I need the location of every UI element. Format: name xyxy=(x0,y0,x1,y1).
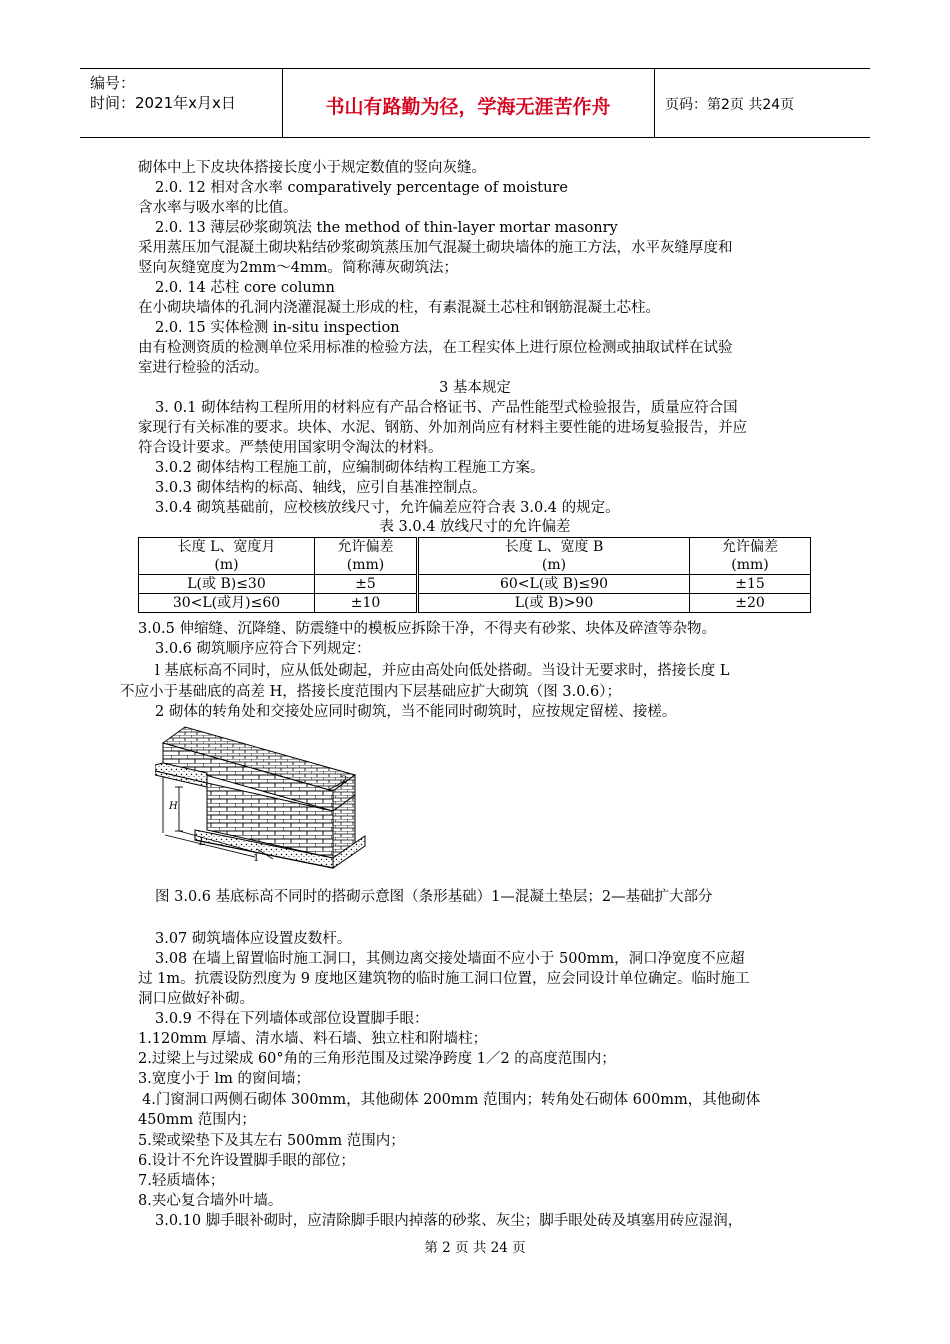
foundation-diagram xyxy=(155,723,370,875)
paragraph: 3.07 砌筑墙体应设置皮数杆。 xyxy=(155,931,352,947)
paragraph: 过 1m。抗震设防烈度为 9 度地区建筑物的临时施工洞口位置，应会同设计单位确定。临时施工 xyxy=(138,971,750,987)
table-header-cell: 长度 L、宽度 B (m) xyxy=(418,538,690,575)
paragraph: 含水率与吸水率的比值。 xyxy=(138,200,298,216)
table-header-row xyxy=(139,538,811,575)
paragraph: 砌体中上下皮块体搭接长度小于规定数值的竖向灰缝。 xyxy=(138,160,486,176)
paragraph: 3.0.10 脚手眼补砌时，应清除脚手眼内掉落的砂浆、灰尘；脚手眼处砖及填塞用砖应湿润， xyxy=(155,1213,743,1229)
term-heading: 2.0. 13 薄层砂浆砌筑法 the method of thin-layer mortar masonry xyxy=(155,220,618,236)
paragraph: 采用蒸压加气混凝土砌块粘结砂浆砌筑蒸压加气混凝土砌块墙体的施工方法，水平灰缝厚度和 xyxy=(138,240,733,256)
term-heading: 2.0. 15 实体检测 in-situ inspection xyxy=(155,320,400,336)
table-header-cell: 长度 L、宽度月 (m) xyxy=(139,538,315,575)
paragraph: 在小砌块墙体的孔洞内浇灌混凝土形成的柱，有素混凝土芯柱和钢筋混凝土芯柱。 xyxy=(138,300,660,316)
table-title: 表 3.0.4 放线尺寸的允许偏差 xyxy=(379,519,571,535)
table-cell: ±10 xyxy=(315,594,418,613)
doc-time-label: 时间：2021年x月x日 xyxy=(90,94,236,112)
paragraph: 3.0.6 砌筑顺序应符合下列规定： xyxy=(155,641,371,657)
table-cell: ±15 xyxy=(690,575,811,594)
header-meta-cell xyxy=(80,69,283,137)
figure-label-1: 1 xyxy=(253,853,260,864)
paragraph: 3.0.5 伸缩缝、沉降缝、防震缝中的模板应拆除干净，不得夹有砂浆、块体及碎渣等杂物。 xyxy=(138,621,716,637)
paragraph: l 基底标高不同时，应从低处砌起，并应由高处向低处搭砌。当设计无要求时，搭接长度 L xyxy=(155,663,730,679)
paragraph: 由有检测资质的检测单位采用标准的检验方法，在工程实体上进行原位检测或抽取试样在试验 xyxy=(138,340,733,356)
paragraph: 3.0.2 砌体结构工程施工前，应编制砌体结构工程施工方案。 xyxy=(155,460,545,476)
table-cell: L(或 B)>90 xyxy=(418,594,690,613)
paragraph: 洞口应做好补砌。 xyxy=(138,991,254,1007)
list-item: 1.120mm 厚墙、清水墙、料石墙、独立柱和附墙柱； xyxy=(138,1031,488,1047)
table-cell: L(或 B)≤30 xyxy=(139,575,315,594)
header-motto: 书山有路勤为径，学海无涯苦作舟 xyxy=(325,96,611,118)
list-item: 7.轻质墙体； xyxy=(138,1173,225,1189)
term-heading: 2.0. 14 芯柱 core column xyxy=(155,280,335,296)
header-page-cell xyxy=(654,69,871,137)
list-item: 5.梁或梁垫下及其左右 500mm 范围内； xyxy=(138,1133,405,1149)
paragraph: 3.0.4 砌筑基础前，应校核放线尺寸，允许偏差应符合表 3.0.4 的规定。 xyxy=(155,500,620,516)
paragraph: 3.0.9 不得在下列墙体或部位设置脚手眼： xyxy=(155,1011,429,1027)
paragraph: 室进行检验的活动。 xyxy=(138,360,269,376)
figure-label-h: H xyxy=(169,801,178,812)
page-footer: 第 2 页 共 24 页 xyxy=(424,1240,526,1256)
section-title: 3 基本规定 xyxy=(439,380,511,396)
paragraph: 3.0.3 砌体结构的标高、轴线，应引自基准控制点。 xyxy=(155,480,487,496)
header-page-info: 页码：第2页 共24页 xyxy=(665,97,795,113)
term-heading: 2.0. 12 相对含水率 comparatively percentage of moisture xyxy=(155,180,568,196)
figure-caption: 图 3.0.6 基底标高不同时的搭砌示意图（条形基础）1—混凝土垫层；2—基础扩大部分 xyxy=(155,889,713,905)
list-item: 6.设计不允许设置脚手眼的部位； xyxy=(138,1153,355,1169)
table-cell: 60<L(或 B)≤90 xyxy=(418,575,690,594)
page-header xyxy=(80,68,870,138)
paragraph: 家现行有关标准的要求。块体、水泥、钢筋、外加剂尚应有材料主要性能的进场复验报告，并应 xyxy=(138,420,747,436)
paragraph: 3. 0.1 砌体结构工程所用的材料应有产品合格证书、产品性能型式检验报告，质量应符合国 xyxy=(155,400,738,416)
paragraph: 2 砌体的转角处和交接处应同时砌筑，当不能同时砌筑时，应按规定留槎、接槎。 xyxy=(155,704,677,720)
table-row xyxy=(139,594,811,613)
list-item: 8.夹心复合墙外叶墙。 xyxy=(138,1193,283,1209)
figure-label-2: 2 xyxy=(341,775,348,786)
table-row xyxy=(139,575,811,594)
figure-label-l: L xyxy=(199,837,206,848)
paragraph: 不应小于基础底的高差 H，搭接长度范围内下层基础应扩大砌筑（图 3.0.6）； xyxy=(120,684,622,700)
list-item: 3.宽度小于 lm 的窗间墙； xyxy=(138,1071,310,1087)
list-item: 4.门窗洞口两侧石砌体 300mm，其他砌体 200mm 范围内；转角处石砌体 600mm，其他砌体 xyxy=(142,1092,761,1108)
table-cell: ±20 xyxy=(690,594,811,613)
table-cell: 30<L(或月)≤60 xyxy=(139,594,315,613)
paragraph: 3.08 在墙上留置临时施工洞口，其侧边离交接处墙面不应小于 500mm，洞口净宽度不应超 xyxy=(155,951,745,967)
table-header-cell: 允许偏差 (mm) xyxy=(315,538,418,575)
paragraph: 竖向灰缝宽度为2mm～4mm。简称薄灰砌筑法； xyxy=(138,260,458,276)
table-cell: ±5 xyxy=(315,575,418,594)
tolerance-table xyxy=(138,537,811,613)
doc-number-label: 编号： xyxy=(90,74,136,92)
table-header-cell: 允许偏差 (mm) xyxy=(690,538,811,575)
list-item: 450mm 范围内； xyxy=(138,1112,256,1128)
paragraph: 符合设计要求。严禁使用国家明令淘汰的材料。 xyxy=(138,440,443,456)
list-item: 2.过梁上与过梁成 60°角的三角形范围及过梁净跨度 1／2 的高度范围内； xyxy=(138,1051,616,1067)
